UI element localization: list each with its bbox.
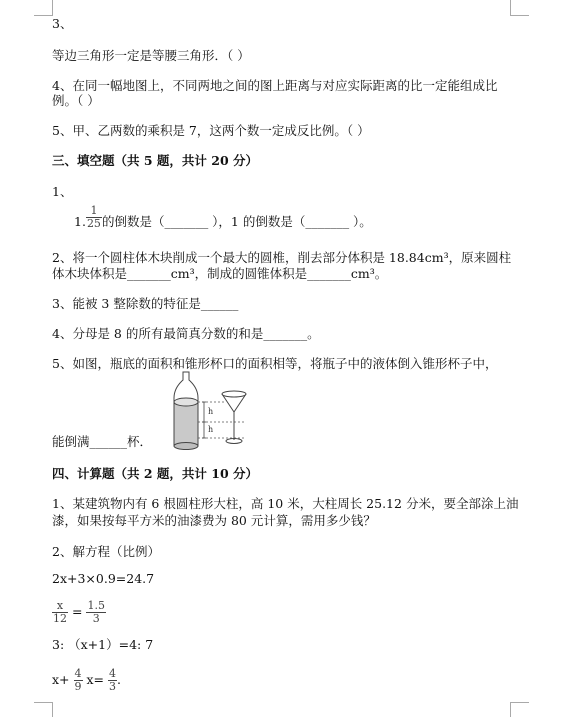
- eq2-frac-left: [52, 600, 68, 625]
- eq4-num-1: 4: [74, 667, 82, 680]
- fill2-line2: 体木块体积是_______cm³，制成的圆锥体积是_______cm³。: [52, 266, 388, 281]
- eq4-part-a: x+: [52, 672, 70, 687]
- fill1-fraction: [86, 205, 102, 230]
- equation-3: 3: （x+1）=4: 7: [52, 637, 154, 652]
- corner-mark-bl-v: [52, 702, 53, 717]
- fill3-text: 3、能被 3 整除数的特征是______: [52, 296, 239, 311]
- fill1-frac-num: 1: [90, 204, 98, 217]
- calc1-line2: 漆，如果按每平方米的油漆费为 80 元计算，需用多少钱？: [52, 513, 376, 528]
- q3-text: 等边三角形一定是等腰三角形．（ ）: [52, 48, 250, 63]
- fill1-question: [74, 204, 544, 231]
- eq2-den-right: 3: [86, 612, 106, 625]
- eq2-num-left: x: [56, 599, 64, 612]
- section3-heading: 三、填空题（共 5 题，共计 20 分）: [52, 153, 259, 168]
- eq4-end: .: [117, 672, 121, 687]
- fill1-prefix: 1.: [74, 214, 86, 229]
- fill5-line1: 5、如图，瓶底的面积和锥形杯口的面积相等，将瓶子中的液体倒入锥形杯子中，: [52, 356, 498, 371]
- eq4-den-2: 3: [109, 680, 117, 693]
- equation-4: [52, 668, 522, 693]
- eq4-frac-2: [108, 668, 117, 693]
- corner-mark-tr-v: [510, 0, 511, 16]
- q4-text-line1: 4、在同一幅地图上，不同两地之间的图上距离与对应实际距离的比一定能组成比: [52, 78, 498, 93]
- fig-label-h2: h: [208, 425, 214, 434]
- fig-label-h1: h: [208, 407, 214, 416]
- equation-2: [52, 600, 522, 625]
- eq4-num-2: 4: [109, 667, 117, 680]
- eq4-part-b: x=: [86, 672, 105, 687]
- fill2-line1: 2、将一个圆柱体木块削成一个最大的圆椎，削去部分体积是 18.84cm³，原来圆柱: [52, 250, 512, 265]
- fill4-text: 4、分母是 8 的所有最简真分数的和是_______。: [52, 326, 320, 341]
- corner-mark-br-h: [511, 702, 529, 703]
- section4-heading: 四、计算题（共 2 题，共计 10 分）: [52, 466, 259, 481]
- eq4-frac-1: [74, 668, 83, 693]
- fill5-line2: 能倒满______杯．: [52, 434, 153, 449]
- corner-mark-br-v: [510, 702, 511, 717]
- q3-number: 3、: [52, 16, 73, 31]
- corner-mark-tl-h: [34, 15, 52, 16]
- corner-mark-bl-h: [34, 702, 52, 703]
- eq4-den-1: 9: [74, 680, 82, 693]
- calc1-line1: 1、某建筑物内有 6 根圆柱形大柱，高 10 米，大柱周长 25.12 分米，要全部涂上油: [52, 496, 519, 511]
- eq2-den-left: 12: [53, 612, 67, 625]
- calc2-title: 2、解方程（比例）: [52, 544, 160, 559]
- q4-text-line2: 例。（ ）: [52, 93, 100, 108]
- fill1-number: 1、: [52, 184, 73, 199]
- eq2-num-right: 1.5: [87, 599, 105, 612]
- eq2-equals: =: [71, 604, 83, 619]
- corner-mark-tl-v: [52, 0, 53, 16]
- fill1-frac-den: 25: [86, 217, 101, 230]
- eq2-frac-right: [86, 600, 106, 625]
- q5-text: 5、甲、乙两数的乘积是 7，这两个数一定成反比例。（ ）: [52, 123, 370, 138]
- equation-1: 2x+3×0.9=24.7: [52, 571, 155, 586]
- fill1-text: 的倒数是（_______ ），1 的倒数是（_______ ）。: [101, 214, 372, 229]
